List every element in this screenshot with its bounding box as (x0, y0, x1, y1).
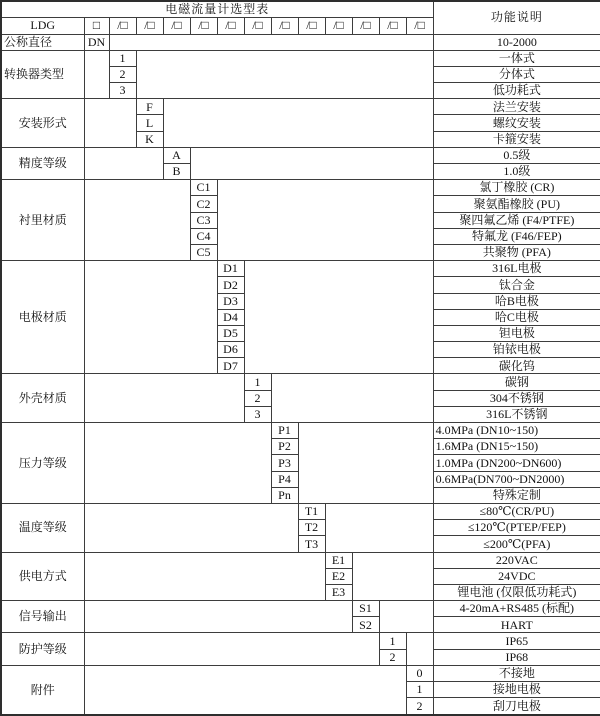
desc-cell: 碳化钨 (433, 358, 600, 374)
code-cell: D2 (217, 277, 244, 293)
empty-cell (84, 601, 352, 633)
desc-cell: 哈C电极 (433, 309, 600, 325)
desc-cell: 聚四氟乙烯 (F4/PTFE) (433, 212, 600, 228)
category-label: 温度等级 (1, 503, 84, 552)
empty-cell (84, 423, 271, 504)
code-slash-box: /□ (379, 17, 406, 34)
desc-cell: 哈B电极 (433, 293, 600, 309)
code-slash-box: /□ (352, 17, 379, 34)
empty-cell (379, 601, 433, 633)
category-label: 转换器类型 (1, 50, 84, 99)
code-slash-box: /□ (109, 17, 136, 34)
code-cell: C1 (190, 180, 217, 196)
code-slash-box: /□ (217, 17, 244, 34)
empty-cell (271, 374, 433, 423)
code-cell: DN (84, 34, 109, 50)
empty-cell (352, 552, 433, 601)
desc-cell: 碳钢 (433, 374, 600, 390)
desc-cell: ≤200℃(PFA) (433, 536, 600, 552)
category-label: 公称直径 (1, 34, 84, 50)
code-cell: 1 (379, 633, 406, 649)
code-cell: C5 (190, 244, 217, 260)
code-cell: P1 (271, 423, 298, 439)
empty-cell (84, 665, 406, 715)
desc-cell: 聚氨酯橡胶 (PU) (433, 196, 600, 212)
empty-cell (217, 180, 433, 261)
desc-cell: 一体式 (433, 50, 600, 66)
code-cell: K (136, 131, 163, 147)
desc-cell: 4.0MPa (DN10~150) (433, 423, 600, 439)
empty-cell (84, 503, 298, 552)
code-cell: T3 (298, 536, 325, 552)
category-label: 外壳材质 (1, 374, 84, 423)
desc-cell: 分体式 (433, 66, 600, 82)
desc-cell: ≤120℃(PTEP/FEP) (433, 520, 600, 536)
category-label: 防护等级 (1, 633, 84, 665)
code-cell: P2 (271, 439, 298, 455)
desc-cell: 220VAC (433, 552, 600, 568)
empty-cell (84, 50, 109, 99)
code-cell: D5 (217, 325, 244, 341)
desc-cell: 4-20mA+RS485 (标配) (433, 601, 600, 617)
code-cell: 2 (406, 698, 433, 715)
code-cell: 3 (109, 83, 136, 99)
code-cell: L (136, 115, 163, 131)
code-slash-box: /□ (190, 17, 217, 34)
model-prefix: LDG (1, 17, 84, 34)
desc-cell: 0.6MPa(DN700~DN2000) (433, 471, 600, 487)
desc-cell: 10-2000 (433, 34, 600, 50)
category-label: 压力等级 (1, 423, 84, 504)
code-cell: T1 (298, 503, 325, 519)
category-label: 安装形式 (1, 99, 84, 148)
empty-cell (84, 180, 190, 261)
desc-cell: HART (433, 617, 600, 633)
desc-cell: 1.0级 (433, 164, 600, 180)
code-slash-box: /□ (298, 17, 325, 34)
code-slash-box: /□ (325, 17, 352, 34)
code-cell: Pn (271, 487, 298, 503)
desc-cell: 氯丁橡胶 (CR) (433, 180, 600, 196)
code-cell: D3 (217, 293, 244, 309)
code-cell: E3 (325, 584, 352, 600)
code-cell: D7 (217, 358, 244, 374)
code-cell: 2 (244, 390, 271, 406)
code-cell: 2 (379, 649, 406, 665)
desc-cell: 0.5级 (433, 147, 600, 163)
empty-cell (244, 261, 433, 374)
desc-cell: 刮刀电极 (433, 698, 600, 715)
code-cell: 3 (244, 406, 271, 422)
desc-cell: 接地电极 (433, 682, 600, 698)
desc-cell: 特殊定制 (433, 487, 600, 503)
category-label: 电极材质 (1, 261, 84, 374)
code-cell: D4 (217, 309, 244, 325)
desc-cell: ≤80℃(CR/PU) (433, 503, 600, 519)
code-cell: S2 (352, 617, 379, 633)
desc-cell: 卡箍安装 (433, 131, 600, 147)
desc-cell: 304不锈钢 (433, 390, 600, 406)
empty-cell (84, 99, 136, 148)
empty-cell (298, 423, 433, 504)
code-cell: E1 (325, 552, 352, 568)
desc-cell: 低功耗式 (433, 83, 600, 99)
empty-cell (84, 261, 217, 374)
code-cell: S1 (352, 601, 379, 617)
category-label: 衬里材质 (1, 180, 84, 261)
category-label: 供电方式 (1, 552, 84, 601)
desc-cell: 1.6MPa (DN15~150) (433, 439, 600, 455)
desc-cell: 特氟龙 (F46/FEP) (433, 228, 600, 244)
code-cell: B (163, 164, 190, 180)
category-label: 附件 (1, 665, 84, 715)
code-cell: C3 (190, 212, 217, 228)
desc-cell: 钽电极 (433, 325, 600, 341)
category-label: 精度等级 (1, 147, 84, 179)
desc-cell: 316L不锈钢 (433, 406, 600, 422)
desc-cell: 不接地 (433, 665, 600, 681)
code-slash-box: /□ (271, 17, 298, 34)
desc-cell: 螺纹安装 (433, 115, 600, 131)
empty-cell (190, 147, 433, 179)
code-cell: D6 (217, 342, 244, 358)
code-cell: P3 (271, 455, 298, 471)
desc-cell: 法兰安装 (433, 99, 600, 115)
desc-cell: 铂铱电极 (433, 342, 600, 358)
code-cell: 1 (406, 682, 433, 698)
desc-cell: 24VDC (433, 568, 600, 584)
code-cell: 1 (244, 374, 271, 390)
empty-cell (325, 503, 433, 552)
code-cell: T2 (298, 520, 325, 536)
empty-cell (163, 99, 433, 148)
empty-cell (84, 374, 244, 423)
code-cell: A (163, 147, 190, 163)
desc-cell: 1.0MPa (DN200~DN600) (433, 455, 600, 471)
table-title: 电磁流量计选型表 (1, 1, 433, 17)
empty-cell (109, 34, 433, 50)
code-cell: 0 (406, 665, 433, 681)
code-slash-box: /□ (406, 17, 433, 34)
desc-cell: 共聚物 (PFA) (433, 244, 600, 260)
code-slash-box: /□ (136, 17, 163, 34)
category-label: 信号输出 (1, 601, 84, 633)
function-header: 功能说明 (433, 1, 600, 34)
empty-cell (406, 633, 433, 665)
desc-cell: 316L电极 (433, 261, 600, 277)
desc-cell: IP68 (433, 649, 600, 665)
code-cell: 1 (109, 50, 136, 66)
empty-cell (84, 633, 379, 665)
code-slash-box: /□ (163, 17, 190, 34)
code-cell: F (136, 99, 163, 115)
empty-cell (84, 147, 163, 179)
code-cell: 2 (109, 66, 136, 82)
empty-cell (84, 552, 325, 601)
code-box: □ (84, 17, 109, 34)
empty-cell (136, 50, 433, 99)
code-cell: E2 (325, 568, 352, 584)
desc-cell: 锂电池 (仅限低功耗式) (433, 584, 600, 600)
desc-cell: 钛合金 (433, 277, 600, 293)
code-cell: C2 (190, 196, 217, 212)
code-slash-box: /□ (244, 17, 271, 34)
code-cell: P4 (271, 471, 298, 487)
code-cell: C4 (190, 228, 217, 244)
code-cell: D1 (217, 261, 244, 277)
desc-cell: IP65 (433, 633, 600, 649)
